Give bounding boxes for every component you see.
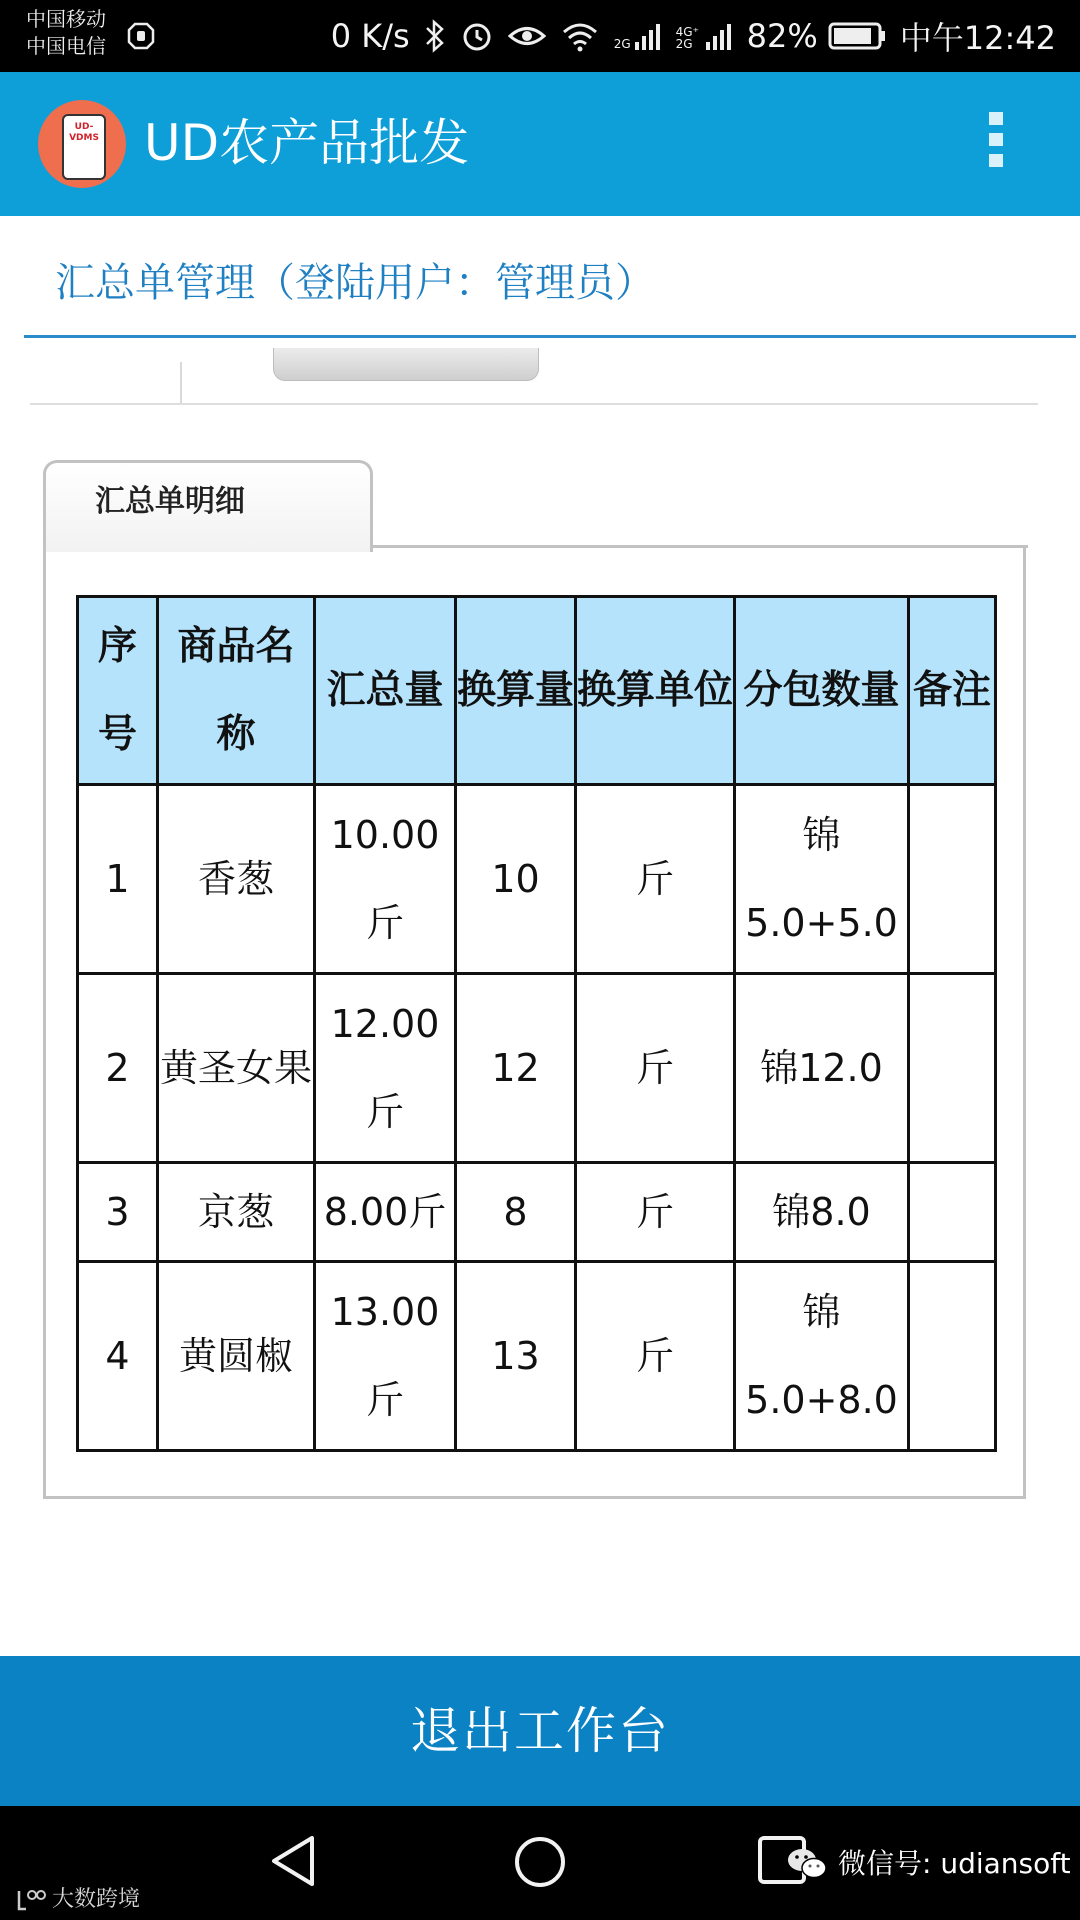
phone-icon bbox=[62, 114, 106, 180]
partial-button[interactable] bbox=[273, 348, 539, 381]
cell-package-qty: 锦12.0 bbox=[735, 974, 909, 1163]
cell-remark bbox=[909, 1163, 996, 1262]
col-header-total: 汇总量 bbox=[315, 597, 456, 785]
battery-icon bbox=[828, 21, 886, 51]
app-logo bbox=[38, 100, 126, 188]
system-nav-bar bbox=[0, 1806, 1080, 1920]
status-bar bbox=[0, 0, 1080, 72]
panel-top-border bbox=[371, 545, 1028, 548]
col-header-converted-qty: 换算量 bbox=[456, 597, 576, 785]
sim-hand-icon bbox=[127, 22, 155, 50]
signal-icon bbox=[634, 22, 662, 50]
battery-percent: 82% bbox=[746, 17, 818, 55]
battery bbox=[747, 17, 886, 55]
cell-converted-qty: 8 bbox=[456, 1163, 576, 1262]
alarm-icon bbox=[460, 19, 494, 53]
cell-product: 黄圆椒 bbox=[158, 1262, 315, 1451]
eye-icon bbox=[508, 21, 546, 51]
table-header-row bbox=[78, 597, 996, 785]
more-vert-icon[interactable] bbox=[986, 112, 1006, 174]
cell-converted-unit: 斤 bbox=[576, 785, 735, 974]
cell-index: 3 bbox=[78, 1163, 158, 1262]
back-icon[interactable] bbox=[268, 1834, 318, 1888]
wechat-icon bbox=[786, 1846, 828, 1882]
signal-1 bbox=[614, 22, 662, 50]
partial-column-divider bbox=[180, 362, 182, 404]
site-watermark bbox=[16, 1886, 140, 1914]
cell-product: 香葱 bbox=[158, 785, 315, 974]
network-speed: 0 K/s bbox=[330, 17, 410, 55]
carrier-2: 中国电信 bbox=[26, 34, 106, 58]
logo-text: UD-VDMS bbox=[69, 122, 99, 143]
cell-product: 黄圣女果 bbox=[158, 974, 315, 1163]
table-row bbox=[78, 1163, 996, 1262]
col-header-converted-unit: 换算单位 bbox=[576, 597, 735, 785]
cell-converted-qty: 10 bbox=[456, 785, 576, 974]
cell-converted-unit: 斤 bbox=[576, 974, 735, 1163]
tab-summary-detail[interactable] bbox=[43, 460, 373, 552]
carrier-1: 中国移动 bbox=[26, 7, 106, 31]
cell-converted-unit: 斤 bbox=[576, 1163, 735, 1262]
cell-total: 10.00斤 bbox=[315, 785, 456, 974]
wechat-id: 微信号: udiansoft bbox=[838, 1847, 1071, 1880]
cell-index: 1 bbox=[78, 785, 158, 974]
carrier-labels bbox=[26, 6, 106, 60]
cell-remark bbox=[909, 1262, 996, 1451]
net-label-1: 2G bbox=[613, 37, 631, 51]
tab-label: 汇总单明细 bbox=[95, 484, 245, 519]
table-row bbox=[78, 785, 996, 974]
header-divider bbox=[24, 335, 1076, 338]
signal-2 bbox=[676, 22, 733, 50]
summary-table bbox=[76, 595, 997, 1452]
signal-icon bbox=[705, 22, 733, 50]
col-header-package-qty: 分包数量 bbox=[735, 597, 909, 785]
wechat-watermark bbox=[786, 1846, 1071, 1882]
cell-product: 京葱 bbox=[158, 1163, 315, 1262]
page-title: 汇总单管理（登陆用户：管理员） bbox=[55, 260, 655, 306]
wifi-icon bbox=[560, 20, 600, 52]
cell-converted-qty: 12 bbox=[456, 974, 576, 1163]
cell-remark bbox=[909, 785, 996, 974]
partial-row-divider bbox=[30, 403, 1038, 405]
net-label-2: 4G⁺ 2G bbox=[675, 25, 699, 51]
cell-converted-qty: 13 bbox=[456, 1262, 576, 1451]
col-header-remark: 备注 bbox=[909, 597, 996, 785]
col-header-product: 商品名称 bbox=[158, 597, 315, 785]
table-row bbox=[78, 974, 996, 1163]
cell-remark bbox=[909, 974, 996, 1163]
cell-package-qty: 锦5.0+5.0 bbox=[735, 785, 909, 974]
cell-total: 13.00斤 bbox=[315, 1262, 456, 1451]
bluetooth-icon bbox=[424, 19, 446, 53]
cell-package-qty: 锦8.0 bbox=[735, 1163, 909, 1262]
cell-total: 8.00斤 bbox=[315, 1163, 456, 1262]
app-title: UD农产品批发 bbox=[144, 114, 470, 172]
status-icons bbox=[331, 0, 1056, 72]
clock: 中午12:42 bbox=[899, 19, 1056, 57]
exit-workbench-label: 退出工作台 bbox=[410, 1702, 670, 1760]
cell-converted-unit: 斤 bbox=[576, 1262, 735, 1451]
watermark-text: 大数跨境 bbox=[52, 1887, 141, 1912]
cell-total: 12.00斤 bbox=[315, 974, 456, 1163]
app-bar bbox=[0, 72, 1080, 216]
home-icon[interactable] bbox=[512, 1834, 568, 1890]
table-row bbox=[78, 1262, 996, 1451]
cell-package-qty: 锦5.0+8.0 bbox=[735, 1262, 909, 1451]
col-header-index: 序号 bbox=[78, 597, 158, 785]
cell-index: 2 bbox=[78, 974, 158, 1163]
cell-index: 4 bbox=[78, 1262, 158, 1451]
exit-workbench-button[interactable] bbox=[0, 1656, 1080, 1806]
watermark-logo-icon bbox=[16, 1887, 46, 1913]
